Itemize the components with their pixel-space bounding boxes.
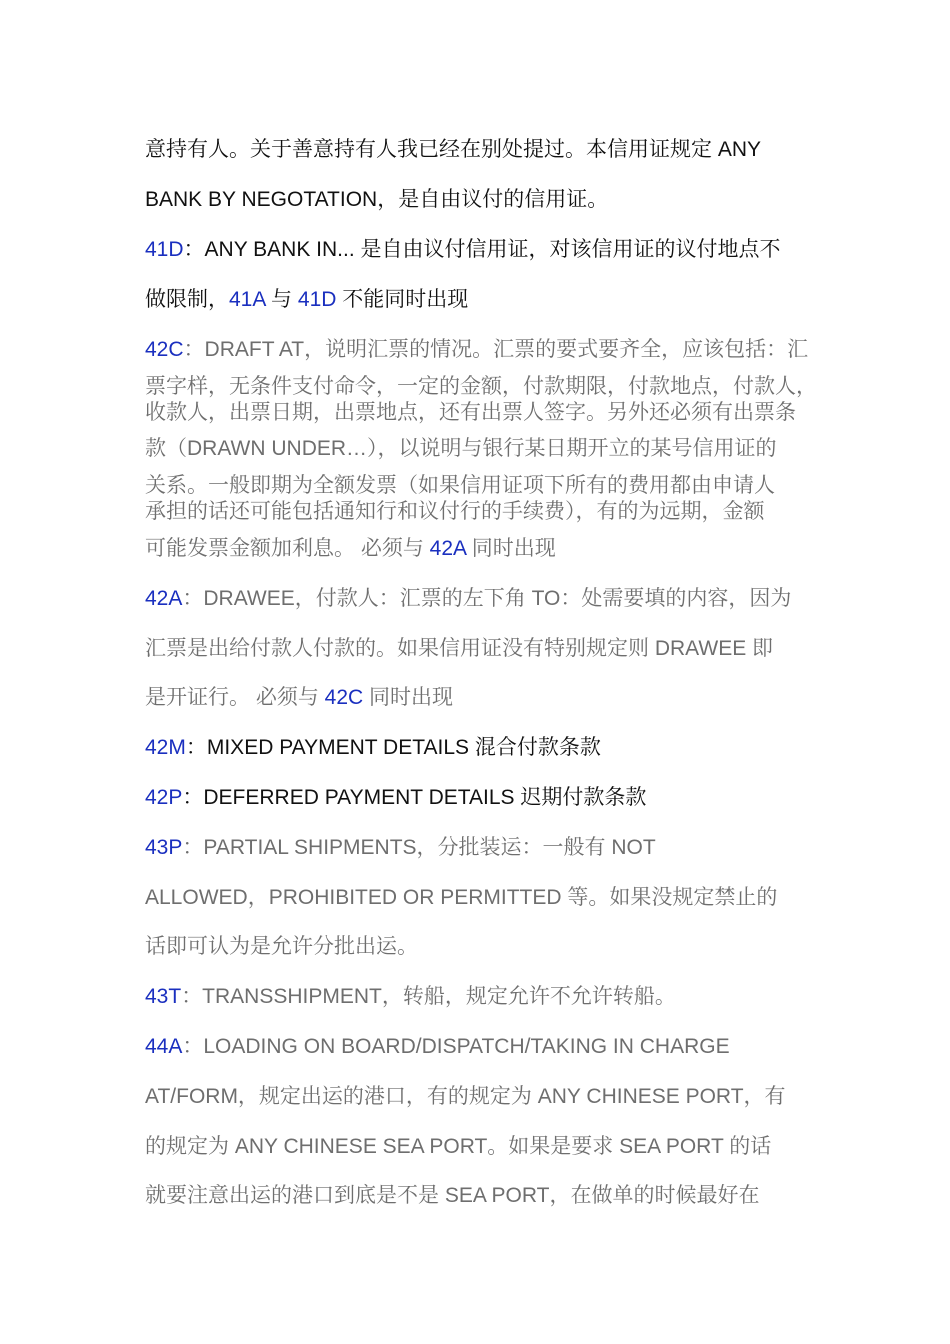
text-line [145, 287, 815, 313]
field-tag-code: 42P [145, 786, 183, 809]
text-line [145, 374, 815, 400]
text-segment: ALLOWED，PROHIBITED OR PERMITTED 等。如果没规定禁止的 [145, 886, 778, 909]
text-segment: 汇票是出给付款人付款的。如果信用证没有特别规定则 DRAWEE 即 [145, 637, 774, 660]
text-line [145, 436, 815, 462]
text-segment: 是开证行。 必须与 [145, 686, 325, 709]
text-line [145, 137, 815, 163]
text-line [145, 237, 815, 263]
text-segment: 关系。一般即期为全额发票（如果信用证项下所有的费用都由申请人 [145, 474, 775, 497]
field-tag-code: 42M [145, 736, 186, 759]
text-segment: 票字样，无条件支付命令，一定的金额，付款期限，付款地点，付款人， [145, 375, 817, 398]
text-segment: ：LOADING ON BOARD/DISPATCH/TAKING IN CHARGE [182, 1035, 730, 1058]
text-segment: ：DEFERRED PAYMENT DETAILS 迟期付款条款 [182, 786, 647, 809]
text-line [145, 735, 815, 761]
text-line [145, 499, 815, 525]
text-line [145, 785, 815, 811]
text-line [145, 536, 815, 562]
text-segment: 意持有人。关于善意持有人我已经在别处提过。本信用证规定 ANY [145, 138, 762, 161]
text-segment: 与 [265, 288, 298, 311]
field-tag-code: 42C [324, 686, 364, 709]
text-segment: 的规定为 ANY CHINESE SEA PORT。如果是要求 SEA PORT 的话 [145, 1135, 772, 1158]
text-segment: ：MIXED PAYMENT DETAILS 混合付款条款 [185, 736, 601, 759]
text-line [145, 885, 815, 911]
field-tag-code: 42A [145, 587, 183, 610]
field-tag-code: 43P [145, 836, 183, 859]
field-tag-code: 41D [297, 288, 337, 311]
field-tag-code: 41A [229, 288, 266, 311]
text-segment: 可能发票金额加利息。 必须与 [145, 537, 430, 560]
text-line [145, 835, 815, 861]
text-line [145, 934, 815, 960]
text-segment: ：DRAWEE，付款人：汇票的左下角 TO：处需要填的内容，因为 [182, 587, 792, 610]
text-segment: 款（DRAWN UNDER…），以说明与银行某日期开立的某号信用证的 [145, 437, 777, 460]
field-tag-code: 43T [145, 985, 182, 1008]
text-line [145, 400, 815, 426]
text-line [145, 636, 815, 662]
text-segment: ：ANY BANK IN... 是自由议付信用证，对该信用证的议付地点不 [183, 238, 781, 261]
text-line [145, 187, 815, 213]
text-segment: ：PARTIAL SHIPMENTS，分批装运：一般有 NOT [182, 836, 656, 859]
text-segment: 就要注意出运的港口到底是不是 SEA PORT，在做单的时候最好在 [145, 1184, 760, 1207]
text-segment: 做限制， [145, 288, 229, 311]
field-tag-code: 41D [145, 238, 184, 261]
text-line [145, 337, 815, 363]
text-line [145, 685, 815, 711]
text-segment: ：TRANSSHIPMENT，转船，规定允许不允许转船。 [181, 985, 676, 1008]
text-line [145, 984, 815, 1010]
field-tag-code: 42C [145, 338, 184, 361]
text-line [145, 1084, 815, 1110]
text-segment: ：DRAFT AT，说明汇票的情况。汇票的要式要齐全，应该包括：汇 [183, 338, 809, 361]
text-segment: 承担的话还可能包括通知行和议付行的手续费），有的为远期，金额 [145, 500, 765, 523]
text-segment: 收款人，出票日期，出票地点，还有出票人签字。另外还必须有出票条 [145, 401, 796, 424]
text-segment: 同时出现 [465, 537, 556, 560]
text-segment: 话即可认为是允许分批出运。 [145, 935, 418, 958]
text-segment: 不能同时出现 [336, 288, 469, 311]
field-tag-code: 42A [429, 537, 466, 560]
field-tag-code: 44A [145, 1035, 183, 1058]
text-segment: AT/FORM，规定出运的港口，有的规定为 ANY CHINESE PORT，有 [145, 1085, 786, 1108]
text-line [145, 1134, 815, 1160]
text-line [145, 1183, 815, 1209]
text-line [145, 1034, 815, 1060]
text-line [145, 586, 815, 612]
text-line [145, 473, 815, 499]
text-segment: BANK BY NEGOTATION，是自由议付的信用证。 [145, 188, 609, 211]
text-segment: 同时出现 [363, 686, 454, 709]
